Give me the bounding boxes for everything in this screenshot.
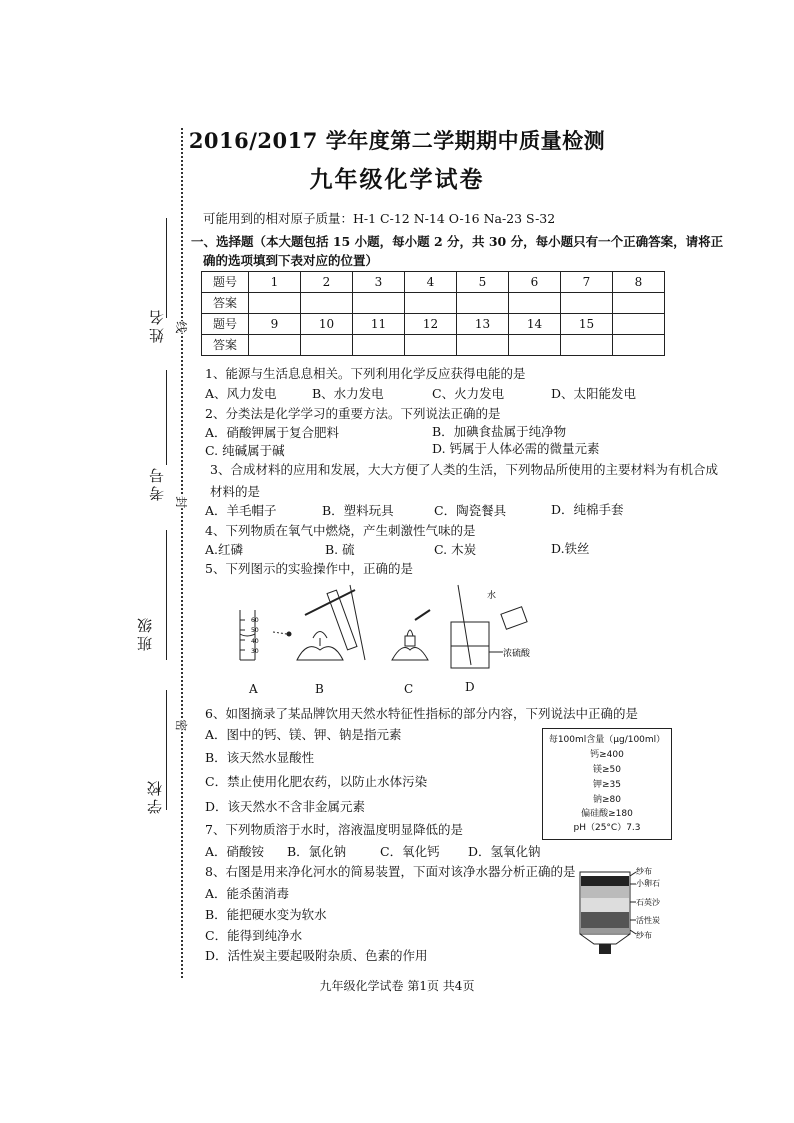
layer-label: 石英沙 [636,898,660,907]
page-footer: 九年级化学试卷 第1页 共4页 [319,979,475,993]
answer-blank[interactable] [613,335,665,356]
q4-stem: 4、下列物质在氧气中燃烧，产生刺激性气味的是 [205,523,476,538]
q6-option-d: D．该天然水不含非金属元素 [205,799,366,814]
q7-option-b: B．氯化钠 [287,844,347,859]
table-cell: 1 [249,272,301,293]
figure-a-cylinder [240,610,292,660]
q7-stem: 7、下列物质溶于水时，溶液温度明显降低的是 [205,822,463,837]
name-label: 姓名 [148,307,166,343]
table-cell: 14 [509,314,561,335]
school-label: 学校 [146,778,164,814]
spec-line: 镁≥50 [593,765,621,775]
q6-water-spec-box [542,728,672,840]
table-cell: 3 [353,272,405,293]
spec-line: 钠≥80 [593,795,621,805]
table-cell: 2 [301,272,353,293]
answer-blank[interactable] [561,293,613,314]
spec-line: 偏硅酸≥180 [581,809,633,819]
table-cell: 题号 [202,272,249,293]
q2-option-b: B．加碘食盐属于纯净物 [432,424,567,439]
table-row [202,293,665,314]
table-cell: 11 [353,314,405,335]
table-cell: 7 [561,272,613,293]
table-row [202,314,665,335]
q1-option-d: D、太阳能发电 [551,386,637,401]
exam-no-blank-line [166,370,167,465]
acid-label: 浓硫酸 [503,649,531,659]
exam-title: 2016/2017 学年度第二学期期中质量检测 [188,128,606,153]
q7-option-a: A．硝酸铵 [205,844,265,859]
q4-option-c: C. 木炭 [434,542,477,557]
spec-line: 钾≥35 [593,780,621,790]
answer-blank[interactable] [561,335,613,356]
table-row [202,335,665,356]
q5-label-a: A [249,682,258,696]
answer-blank[interactable] [405,335,457,356]
q8-option-b: B．能把硬水变为软水 [205,907,327,922]
q6-option-a: A．图中的钙、镁、钾、钠是指元素 [205,727,402,742]
figure-d-dilution [451,585,531,668]
q7-option-d: D．氢氧化钠 [468,844,541,859]
answer-blank[interactable] [353,293,405,314]
q5-experiment-figures [225,580,565,695]
q3-stem-line2: 材料的是 [210,484,261,499]
q6-option-c: C．禁止使用化肥农药，以防止水体污染 [205,774,428,789]
table-cell: 答案 [202,293,249,314]
q1-option-b: B、水力发电 [312,386,384,401]
answer-blank[interactable] [353,335,405,356]
answer-blank[interactable] [249,293,301,314]
seal-dotted-line [181,128,183,978]
figure-b-heating [297,585,365,660]
tick-label: 50 [251,627,259,634]
table-cell: 5 [457,272,509,293]
q1-option-c: C、火力发电 [432,386,505,401]
q2-stem: 2、分类法是化学学习的重要方法。下列说法正确的是 [205,406,501,421]
table-cell: 15 [561,314,613,335]
layer-label: 小卵石 [636,879,660,888]
seal-char-seal: 封 [174,496,189,509]
table-cell: 13 [457,314,509,335]
q3-option-b: B．塑料玩具 [322,503,394,518]
answer-blank[interactable] [457,293,509,314]
table-row [202,272,665,293]
q2-option-c: C. 纯碱属于碱 [205,443,285,458]
table-cell: 10 [301,314,353,335]
q5-stem: 5、下列图示的实验操作中，正确的是 [205,561,413,576]
table-cell: 12 [405,314,457,335]
exam-subtitle: 九年级化学试卷 [309,166,485,193]
spec-line: 钙≥400 [590,750,624,760]
q8-option-a: A．能杀菌消毒 [205,886,290,901]
table-cell: 4 [405,272,457,293]
table-cell: 答案 [202,335,249,356]
q2-option-d: D. 钙属于人体必需的微量元素 [432,441,600,456]
layer-label: 纱布 [636,931,652,940]
water-label: 水 [487,591,497,601]
q4-option-b: B. 硫 [325,542,355,557]
school-blank-line [166,690,167,810]
q3-option-d: D．纯棉手套 [551,502,624,517]
q5-label-c: C [404,682,414,696]
answer-blank[interactable] [457,335,509,356]
exam-no-label: 考号 [148,465,166,501]
table-cell: 题号 [202,314,249,335]
q8-option-d: D．活性炭主要起吸附杂质、色素的作用 [205,948,428,963]
table-cell: 9 [249,314,301,335]
spec-line: 每100ml含量（μg/100ml） [548,735,666,745]
table-cell: 8 [613,272,665,293]
spec-line: pH（25°C）7.3 [573,823,641,833]
answer-blank[interactable] [301,335,353,356]
figure-c-lamp [392,610,430,660]
q6-option-b: B．该天然水显酸性 [205,750,315,765]
seal-char-line: 线 [174,321,189,334]
atomic-masses: 可能用到的相对原子质量：H-1 C-12 N-14 O-16 Na-23 S-32 [203,211,556,226]
q7-option-c: C．氧化钙 [380,844,440,859]
q8-option-c: C．能得到纯净水 [205,928,303,943]
q3-option-a: A．羊毛帽子 [205,503,277,518]
answer-blank[interactable] [613,293,665,314]
answer-blank[interactable] [301,293,353,314]
answer-table [201,271,665,356]
layer-label: 活性炭 [636,916,660,925]
q2-option-a: A．硝酸钾属于复合肥料 [205,425,340,440]
q3-option-c: C．陶瓷餐具 [434,503,507,518]
q1-stem: 1、能源与生活息息相关。下列利用化学反应获得电能的是 [205,366,526,381]
q8-stem: 8、右图是用来净化河水的简易装置，下面对该净水器分析正确的是 [205,864,576,879]
section-heading-line1: 一、选择题（本大题包括 15 小题，每小题 2 分，共 30 分，每小题只有一个正确答案，请将正 [191,234,724,249]
q1-option-a: A、风力发电 [205,386,277,401]
q4-option-d: D.铁丝 [551,541,590,556]
seal-char-secret: 密 [174,719,189,732]
class-blank-line [166,530,167,660]
answer-blank[interactable] [405,293,457,314]
name-blank-line [166,218,167,318]
table-cell [613,314,665,335]
section-heading-line2: 确的选项填到下表对应的位置） [203,253,379,268]
q6-stem: 6、如图摘录了某品牌饮用天然水特征性指标的部分内容，下列说法中正确的是 [205,706,638,721]
q3-stem-line1: 3、合成材料的应用和发展，大大方便了人类的生活，下列物品所使用的主要材料为有机合成 [210,462,718,477]
answer-blank[interactable] [509,335,561,356]
tick-label: 60 [251,617,259,624]
q5-label-d: D [465,680,475,694]
layer-label: 纱布 [636,867,652,876]
q4-option-a: A.红磷 [205,542,244,557]
q8-water-purifier-figure [572,862,682,962]
tick-label: 30 [251,648,259,655]
tick-label: 40 [251,638,259,645]
table-cell: 6 [509,272,561,293]
q5-label-b: B [315,682,324,696]
class-label: 班级 [136,615,154,651]
answer-blank[interactable] [509,293,561,314]
answer-blank[interactable] [249,335,301,356]
